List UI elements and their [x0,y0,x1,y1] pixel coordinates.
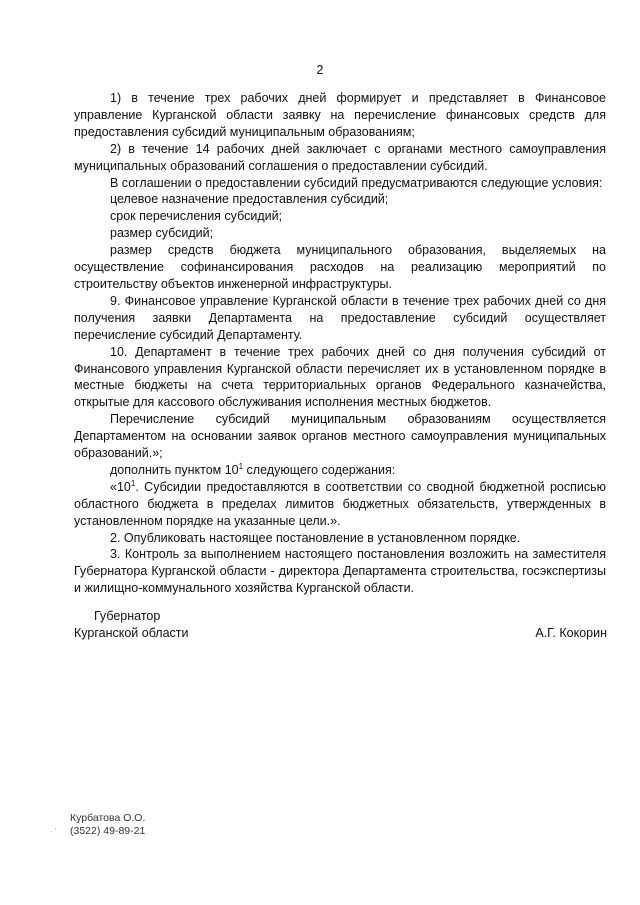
condition-term: срок перечисления субсидий; [110,209,283,224]
paragraph-clause-10-1 [74,479,606,530]
executor-name: Курбатова О.О. [70,812,146,824]
paragraph-transfer-basis: Перечисление субсидий муниципальным образованиям осуществляется Департаментом на основании заявок органов местного самоуправления муниципальных образований.»; [74,412,606,461]
paragraph-publish: 2. Опубликовать настоящее постановление в установленном порядке. [110,530,521,545]
add-clause-superscript: 1 [238,461,244,471]
condition-cofinancing: размер средств бюджета муниципального образования, выделяемых на осуществление софинансирования расходов на реализацию мероприятий по строительству объектов инженерной инфраструктуры. [74,243,606,291]
add-clause-text-before: дополнить пунктом 10 [110,462,239,477]
page-number: 2 [316,63,324,77]
executor-phone: (3522) 49-89-21 [70,825,146,837]
clause-10-1-text-before: «10 [110,479,131,494]
signer-name: А.Г. Кокорин [535,626,607,640]
signer-title-line-1: Губернатор [94,609,161,623]
paragraph-control: 3. Контроль за выполнением настоящего постановления возложить на заместителя Губернатора Курганской области - директора Департамента строительства, госэкспертизы и жилищно-коммунального хозяйства Курганской области. [74,547,606,596]
signer-title-line-2: Курганской области [74,626,189,640]
paragraph-item-1: 1) в течение трех рабочих дней формирует и представляет в Финансовое управление Курганской области заявку на перечисление финансовых средств для предоставления субсидий муниципальным образованиям; [74,91,606,139]
clause-10-1-text-after: . Субсидии предоставляются в соответствии со сводной бюджетной росписью областного бюджета в пределах лимитов бюджетных обязательств, утвержденных в установленном порядке на указанные цели.». [74,479,606,528]
signature-block [74,608,607,648]
condition-purpose: целевое назначение предоставления субсидий; [110,192,389,207]
add-clause-text-after: следующего содержания: [243,462,396,477]
executor-info [70,812,145,838]
scan-artifact-mark: · ' [50,827,57,836]
condition-amount: размер субсидий; [110,226,214,241]
paragraph-clause-9: 9. Финансовое управление Курганской области в течение трех рабочих дней со дня получения заявки Департамента на предоставление субсидий осуществляет перечисление субсидий Департаменту. [74,293,606,342]
document-body [74,90,606,597]
paragraph-item-2: 2) в течение 14 рабочих дней заключает с органами местного самоуправления муниципальных образований соглашения о предоставлении субсидий. [74,141,606,173]
paragraph-add-clause [74,462,606,479]
clause-10-1-superscript: 1 [130,478,136,488]
paragraph-clause-10: 10. Департамент в течение трех рабочих дней со дня получения субсидий от Финансового управления Курганской области перечисляет их в установленном порядке в местные бюджеты на счета территориальных органов Федерального казначейства, открытые для кассового обслуживания исполнения местных бюджетов. [74,344,606,410]
paragraph-agreement-conditions: В соглашении о предоставлении субсидий предусматриваются следующие условия: [110,175,603,190]
